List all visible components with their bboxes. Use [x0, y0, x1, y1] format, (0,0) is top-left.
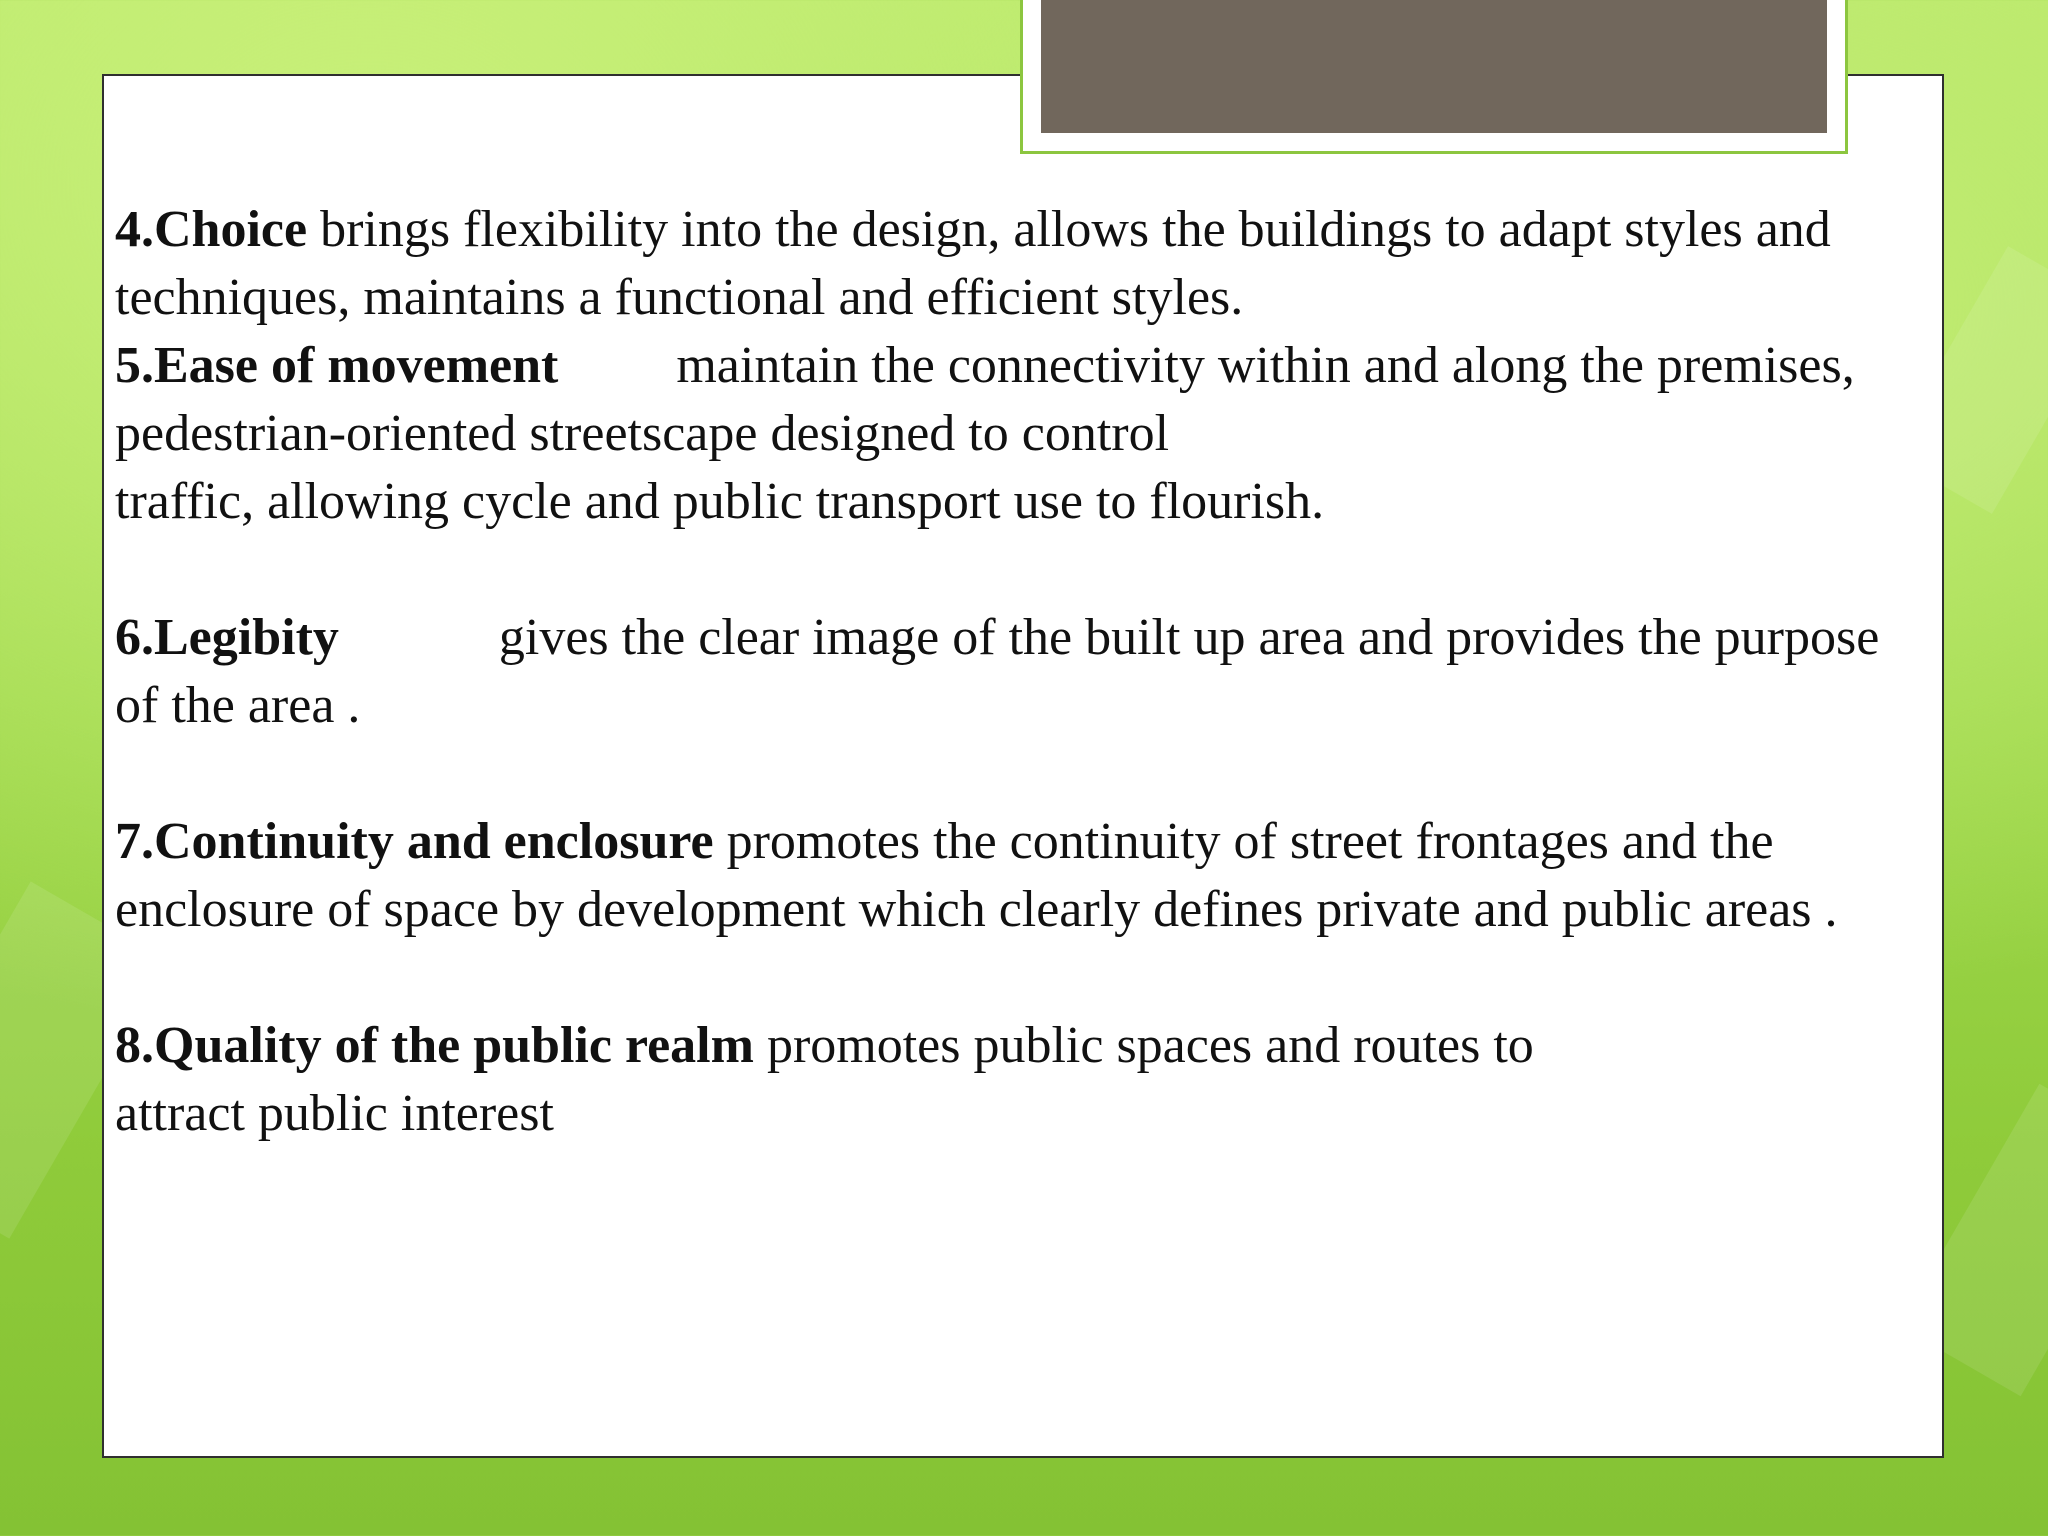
item-term: 6.Legibity: [115, 609, 339, 666]
item-text: promotes the continuity of street frontages and the enclosure of space by development which clearly defines private and public areas .: [115, 813, 1838, 938]
item-text: maintain the connectivity within and along the premises, pedestrian-oriented streetscape designed to control: [115, 337, 1855, 462]
spacer: [115, 944, 1915, 1012]
item-continuation: traffic, allowing cycle and public transport use to flourish.: [115, 473, 1325, 530]
item-quality: [115, 1012, 1915, 1080]
slide-body: [115, 196, 1915, 1148]
item-continuity: [115, 808, 1915, 944]
item-ease-of-movement: [115, 332, 1915, 468]
item-term: 7.Continuity and enclosure: [115, 813, 714, 870]
item-text: brings flexibility into the design, allows the buildings to adapt styles and techniques, maintains a functional and efficient styles.: [115, 201, 1831, 326]
item-legibility: [115, 604, 1915, 740]
item-term: 8.Quality of the public realm: [115, 1017, 754, 1074]
item-text: gives the clear image of the built up area and provides the purpose of the area .: [115, 609, 1880, 734]
title-bar: [1041, 0, 1827, 133]
item-choice: [115, 196, 1915, 332]
item-term: 5.Ease of movement: [115, 337, 559, 394]
spacer: [115, 536, 1915, 604]
spacer: [115, 740, 1915, 808]
item-text: promotes public spaces and routes to: [753, 1017, 1534, 1074]
item-term: 4.Choice: [115, 201, 308, 258]
item-continuation: attract public interest: [115, 1085, 554, 1142]
